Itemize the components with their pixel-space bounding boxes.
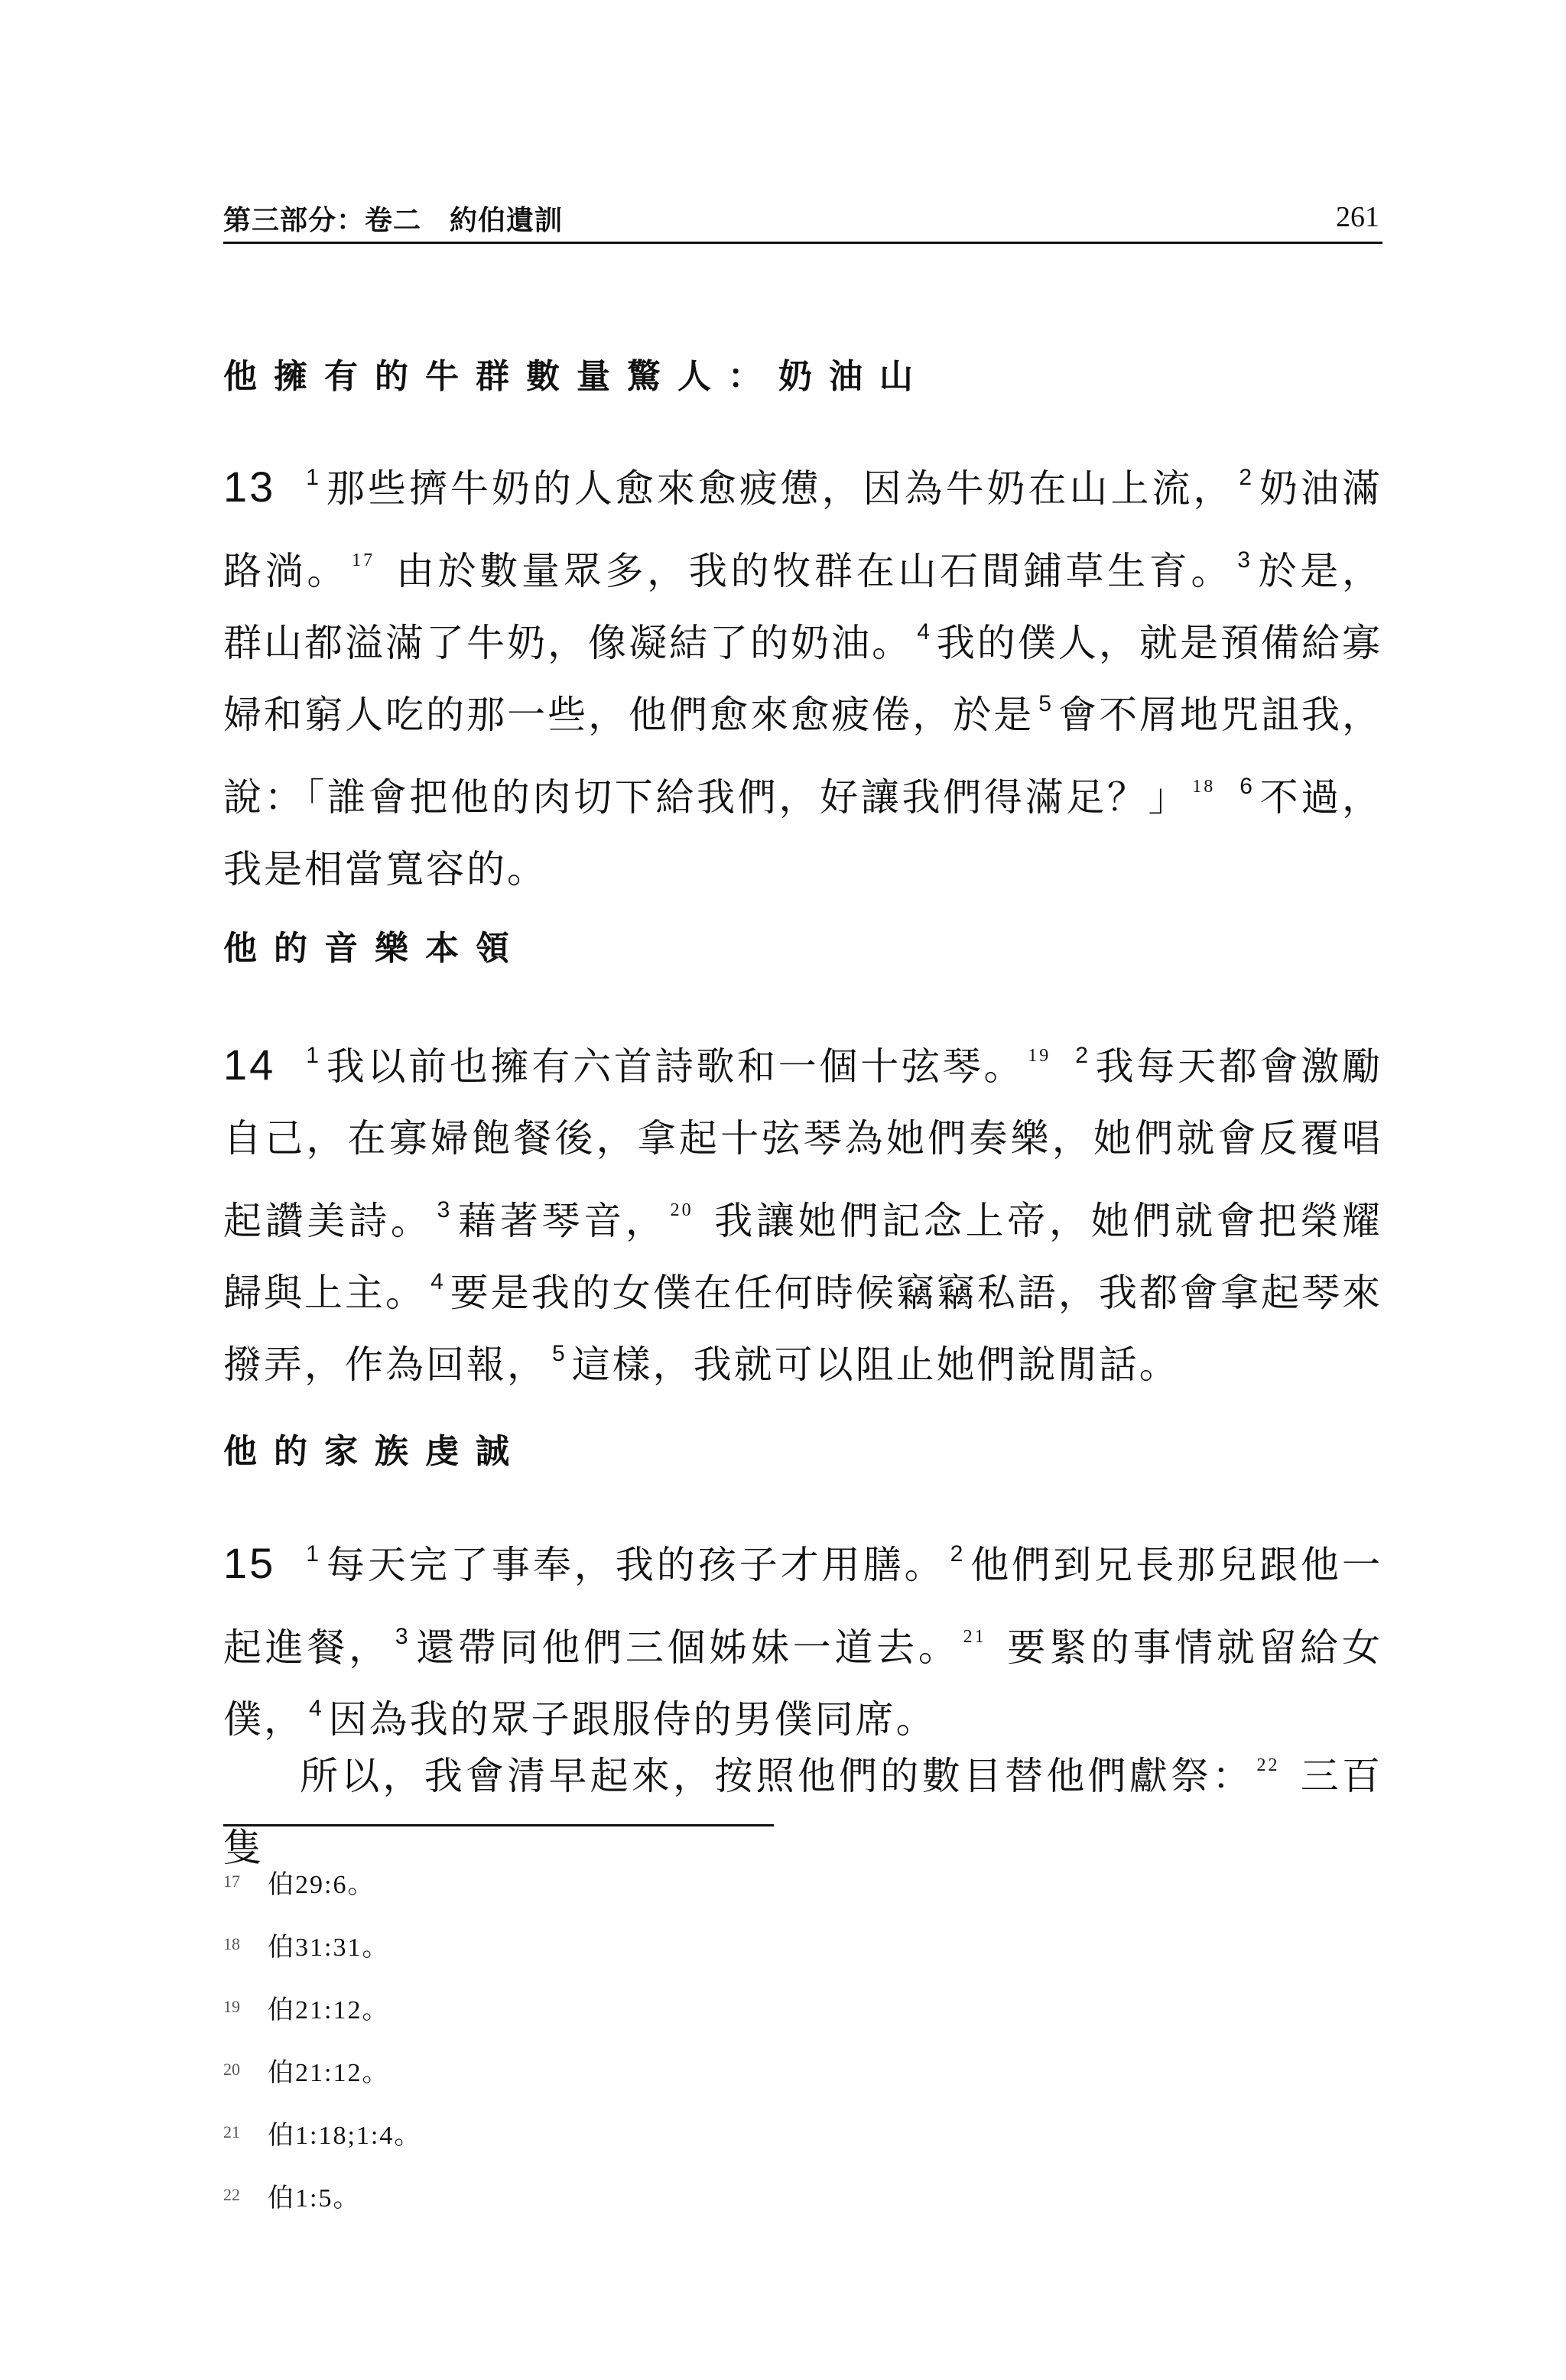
footnote-mark: 20	[223, 2060, 240, 2079]
verse-text: 會不屑地咒詛我，說：「誰會把他的肉切下給我們，好讓我們得滿足？」	[223, 693, 1383, 820]
verse-text: 要是我的女僕在任何時候竊竊私語，我都會拿起琴來撥弄，作為回報，	[223, 1271, 1383, 1387]
verse-text: 還帶同他們三個姊妹一道去。	[414, 1625, 960, 1670]
footnote-ref: 20	[670, 1200, 694, 1220]
verse-text: 我讓她們記念上帝，她們就會把榮耀歸與上主。	[223, 1199, 1383, 1315]
verse-text: 要緊的事情就留給女僕，	[223, 1625, 1383, 1742]
verse-text: 我每天都會激勵自己，在寡婦飽餐後，拿起十弦琴為她們奏樂，她們就會反覆唱起讚美詩。	[223, 1044, 1383, 1243]
running-head-title: 第三部分：卷二 約伯遺訓	[223, 205, 564, 236]
page-number: 261	[1336, 201, 1379, 233]
verse-text: 我的僕人，就是預備給寡婦和窮人吃的那一些，他們愈來愈疲倦，於是	[223, 621, 1383, 737]
verse-text: 每天完了事奉，我的孩子才用膳。	[325, 1543, 946, 1587]
verse-number: 1	[306, 1541, 321, 1567]
footnote-mark: 18	[223, 1934, 240, 1953]
footnote-ref: 22	[1256, 1755, 1280, 1775]
chapter-number: 13	[223, 463, 276, 511]
verse-text: 由於數量眾多，我的牧群在山石間鋪草生育。	[395, 549, 1233, 593]
footnote-item	[223, 1850, 421, 1913]
verse-text: 奶油滿路淌。	[223, 466, 1383, 593]
footnote-item	[223, 2038, 421, 2101]
footnote-text: 伯1:5。	[268, 2184, 361, 2213]
chapter-number: 15	[223, 1539, 276, 1587]
footnote-mark: 21	[223, 2122, 240, 2141]
chapter-number: 14	[223, 1041, 276, 1089]
footnote-text: 伯31:31。	[268, 1933, 390, 1962]
footnote-ref: 17	[352, 550, 375, 570]
verse-text: 這樣，我就可以阻止她們說閒話。	[571, 1343, 1180, 1387]
footnote-text: 伯21:12。	[268, 1995, 390, 2024]
verse-text: 藉著琴音，	[456, 1199, 668, 1243]
verse-number: 1	[306, 1043, 321, 1068]
verse-number: 6	[1239, 774, 1255, 799]
footnote-mark: 22	[223, 2185, 240, 2204]
footnote-text: 伯21:12。	[268, 2058, 390, 2087]
verse-text: 因為我的眾子跟服侍的男僕同席。	[328, 1697, 937, 1742]
verse-number: 4	[430, 1269, 446, 1294]
footnote-ref: 21	[963, 1627, 986, 1647]
footnote-ref: 18	[1192, 777, 1216, 797]
verse-text: 三百隻	[223, 1754, 1383, 1870]
footnote-item	[223, 2101, 421, 2164]
section-heading: 他的家族虔誠	[223, 1432, 526, 1471]
running-head	[223, 196, 1382, 244]
verse-number: 4	[917, 619, 932, 645]
footnote-mark: 19	[223, 1997, 240, 2016]
verse-number: 3	[1237, 547, 1252, 573]
verse-number: 5	[552, 1341, 567, 1366]
chapter-paragraph	[223, 1020, 1382, 1401]
footnote-item	[223, 1913, 421, 1976]
footnote-rule	[223, 1824, 774, 1826]
verse-number: 2	[1075, 1043, 1090, 1068]
verse-text: 我以前也擁有六首詩歌和一個十弦琴。	[325, 1044, 1025, 1089]
verse-number: 4	[309, 1696, 324, 1721]
verse-number: 2	[950, 1541, 966, 1567]
footnote-mark: 17	[223, 1872, 240, 1891]
footnote-item	[223, 2164, 421, 2226]
verse-text: 不過，我是相當寬容的。	[223, 775, 1383, 891]
footnote-text: 伯29:6。	[268, 1870, 375, 1899]
footnote-text: 伯1:18;1:4。	[268, 2121, 422, 2150]
footnotes	[223, 1850, 421, 2226]
verse-number: 3	[437, 1197, 453, 1222]
section-heading: 他的音樂本領	[223, 929, 526, 968]
verse-text: 於是，群山都溢滿了牛奶，像凝結了的奶油。	[223, 549, 1383, 665]
footnote-item	[223, 1976, 421, 2038]
verse-text: 所以，我會清早起來，按照他們的數目替他們獻祭：	[300, 1754, 1254, 1798]
section-heading: 他擁有的牛群數量驚人：奶油山	[223, 357, 930, 396]
verse-number: 2	[1239, 465, 1255, 490]
verse-text: 那些擠牛奶的人愈來愈疲憊，因為牛奶在山上流，	[325, 466, 1235, 511]
verse-text: 他們到兄長那兒跟他一起進餐，	[223, 1543, 1383, 1670]
chapter-paragraph	[223, 1528, 1382, 1755]
footnote-ref: 19	[1028, 1046, 1051, 1066]
verse-number: 3	[395, 1624, 411, 1649]
chapter-paragraph	[223, 451, 1382, 905]
verse-number: 1	[306, 465, 321, 490]
verse-number: 5	[1038, 691, 1054, 716]
